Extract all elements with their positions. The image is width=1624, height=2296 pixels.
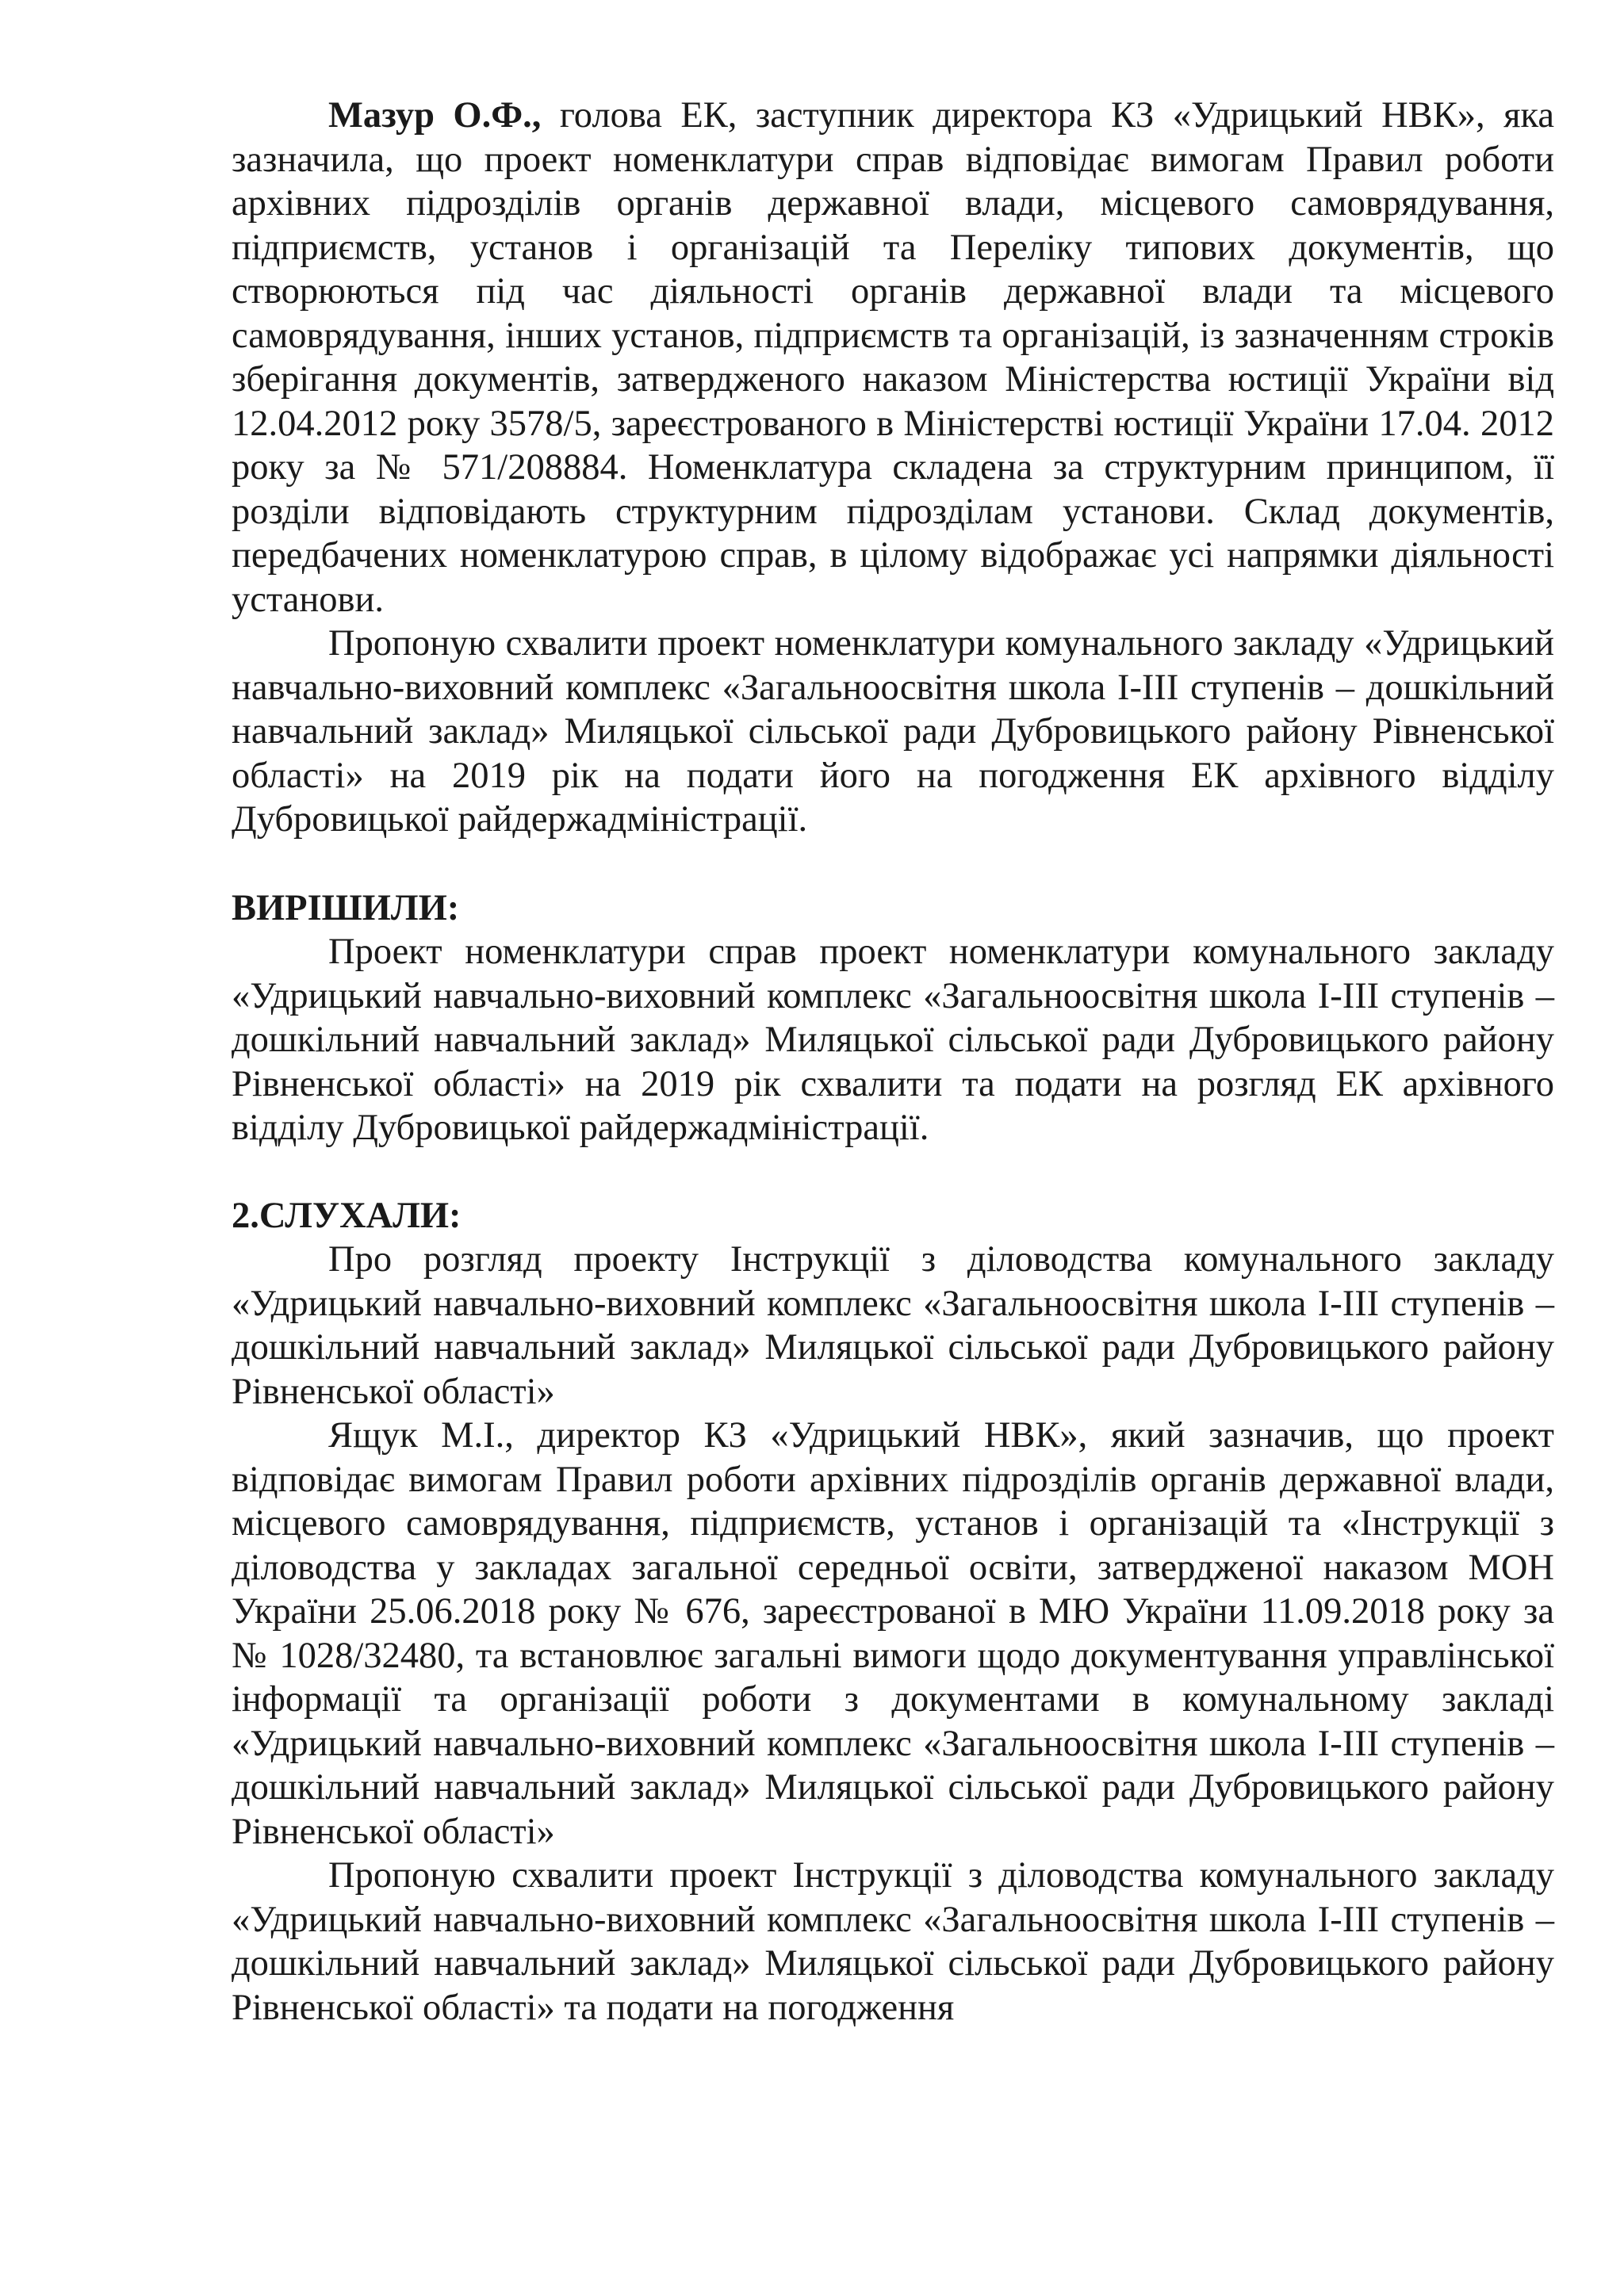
spacer <box>232 1150 1554 1194</box>
paragraph-text: голова ЕК, заступник директора КЗ «Удрицький НВК», яка зазначила, що проект номенклатури справ відповідає вимогам Правил роботи архівних підрозділів органів державної влади, місцевого самоврядування, підприємств, установ і організацій та Переліку типових документів, що створюються під час діяльності органів державної влади та місцевого самоврядування, інших установ, підприємств та організацій, із зазначенням строків зберігання документів, затвердженого наказом Міністерства юстиції України від 12.04.2012 року 3578/5, зареєстрованого в Міністерстві юстиції України 17.04. 2012 року за № 571/208884. Номенклатура складена за структурним принципом, її розділи відповідають структурним підрозділам установи. Склад документів, передбачених номенклатурою справ, в цілому відображає усі напрямки діяльності установи. <box>232 95 1554 620</box>
heading-heard: 2.СЛУХАЛИ: <box>232 1195 462 1236</box>
paragraph-decision: Проект номенклатури справ проект номенклатури комунального закладу «Удрицький навчально-виховний комплекс «Загальноосвітня школа І-ІІІ ступенів – дошкільний навчальний заклад» Миляцької сільської ради Дубровицького району Рівненської області» на 2019 рік схвалити та подати на розгляд ЕК архівного відділу Дубровицької райдержадміністрації. <box>232 932 1554 1148</box>
paragraph-instruction-review: Про розгляд проекту Інструкції з діловодства комунального закладу «Удрицький навчально-виховний комплекс «Загальноосвітня школа І-ІІІ ступенів – дошкільний навчальний заклад» Миляцької сільської ради Дубровицького району Рівненської області» <box>232 1239 1554 1412</box>
paragraph-proposal-instruction: Пропоную схвалити проект Інструкції з діловодства комунального закладу «Удрицький навчально-виховний комплекс «Загальноосвітня школа І-ІІІ ступенів – дошкільний навчальний заклад» Миляцької сільської ради Дубровицького району Рівненської області» та подати на погодження <box>232 1855 1554 2028</box>
paragraph-mazur-report <box>232 94 1554 622</box>
document-body <box>232 94 1554 2030</box>
paragraph-proposal-nomenclature: Пропоную схвалити проект номенклатури комунального закладу «Удрицький навчально-виховний комплекс «Загальноосвітня школа І-ІІІ ступенів – дошкільний навчальний заклад» Миляцької сільської ради Дубровицького району Рівненської області» на 2019 рік на подати його на погодження ЕК архівного відділу Дубровицької райдержадміністрації. <box>232 623 1554 840</box>
spacer <box>232 842 1554 886</box>
speaker-name: Мазур О.Ф., <box>328 95 542 136</box>
heading-decided: ВИРІШИЛИ: <box>232 887 460 928</box>
paragraph-yashchuk-report: Ящук М.І., директор КЗ «Удрицький НВК», який зазначив, що проект відповідає вимогам Правил роботи архівних підрозділів органів державної влади, місцевого самоврядування, підприємств, установ і організацій та «Інструкції з діловодства у закладах загальної середньої освіти, затвердженої наказом МОН України 25.06.2018 року № 676, зареєстрованої в МЮ України 11.09.2018 року за № 1028/32480, та встановлює загальні вимоги щодо документування управлінської інформації та організації роботи з документами в комунальному закладі «Удрицький навчально-виховний комплекс «Загальноосвітня школа І-ІІІ ступенів – дошкільний навчальний заклад» Миляцької сільської ради Дубровицького району Рівненської області» <box>232 1415 1554 1852</box>
